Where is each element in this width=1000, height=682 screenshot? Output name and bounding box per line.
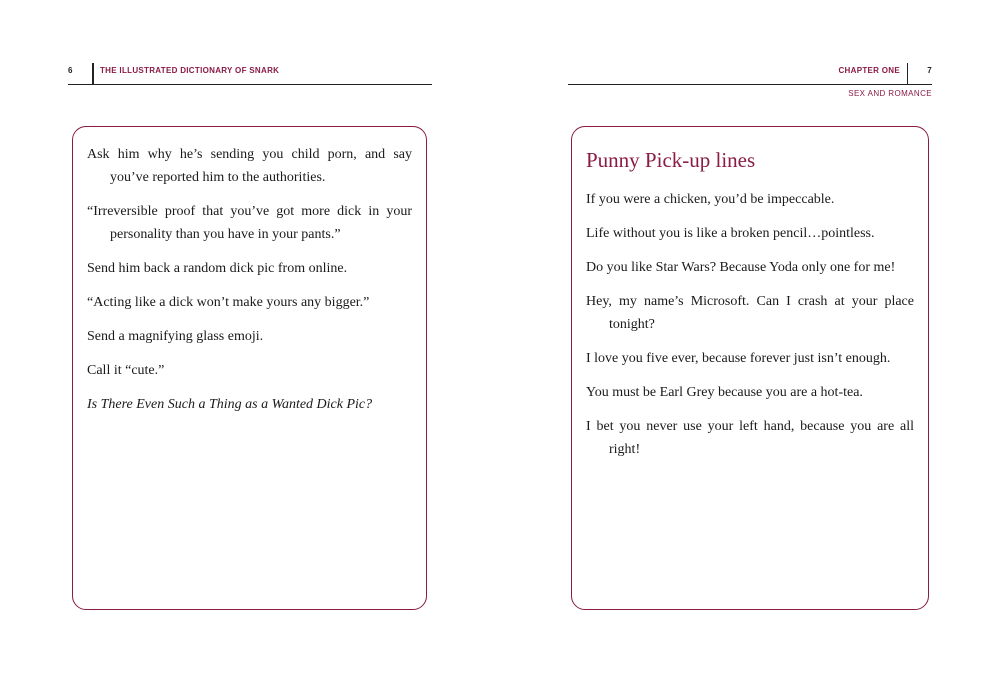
right-entry-5: I love you five ever, because forever just isn’t enough.: [586, 351, 891, 366]
left-entry-6: Call it “cute.”: [87, 363, 165, 378]
right-running-head-divider: [907, 63, 909, 84]
right-entry-6: You must be Earl Grey because you are a hot-tea.: [586, 385, 863, 400]
left-running-head-divider: [92, 63, 94, 84]
left-entry-2: “Irreversible proof that you’ve got more dick in your personality than you have in your pants.”: [87, 204, 412, 242]
right-entry-2: Life without you is like a broken pencil…pointless.: [586, 226, 875, 241]
right-running-head: [568, 62, 932, 85]
left-running-head: [68, 62, 432, 85]
right-page-number: 7: [927, 66, 932, 75]
section-label: SEX AND ROMANCE: [848, 89, 932, 98]
right-entry-7: I bet you never use your left hand, because you are all right!: [586, 419, 914, 457]
left-entry-1: Ask him why he’s sending you child porn, and say you’ve reported him to the authorities.: [87, 147, 412, 185]
left-entry-4: “Acting like a dick won’t make yours any bigger.”: [87, 295, 370, 310]
left-page-number: 6: [68, 66, 73, 75]
left-running-title: THE ILLUSTRATED DICTIONARY OF SNARK: [100, 66, 280, 75]
left-entry-5: Send a magnifying glass emoji.: [87, 329, 264, 344]
right-page: [500, 0, 1000, 682]
right-content-box: [571, 126, 929, 610]
box-title: Punny Pick-up lines: [586, 148, 756, 172]
left-entry-3: Send him back a random dick pic from online.: [87, 261, 348, 276]
left-content-box: [72, 126, 427, 610]
right-entry-1: If you were a chicken, you’d be impeccable.: [586, 192, 835, 207]
left-entry-7-subheading: Is There Even Such a Thing as a Wanted Dick Pic?: [87, 397, 373, 412]
right-entry-4: Hey, my name’s Microsoft. Can I crash at your place tonight?: [586, 294, 914, 332]
right-entry-3: Do you like Star Wars? Because Yoda only one for me!: [586, 260, 896, 275]
right-running-title: CHAPTER ONE: [838, 66, 900, 75]
